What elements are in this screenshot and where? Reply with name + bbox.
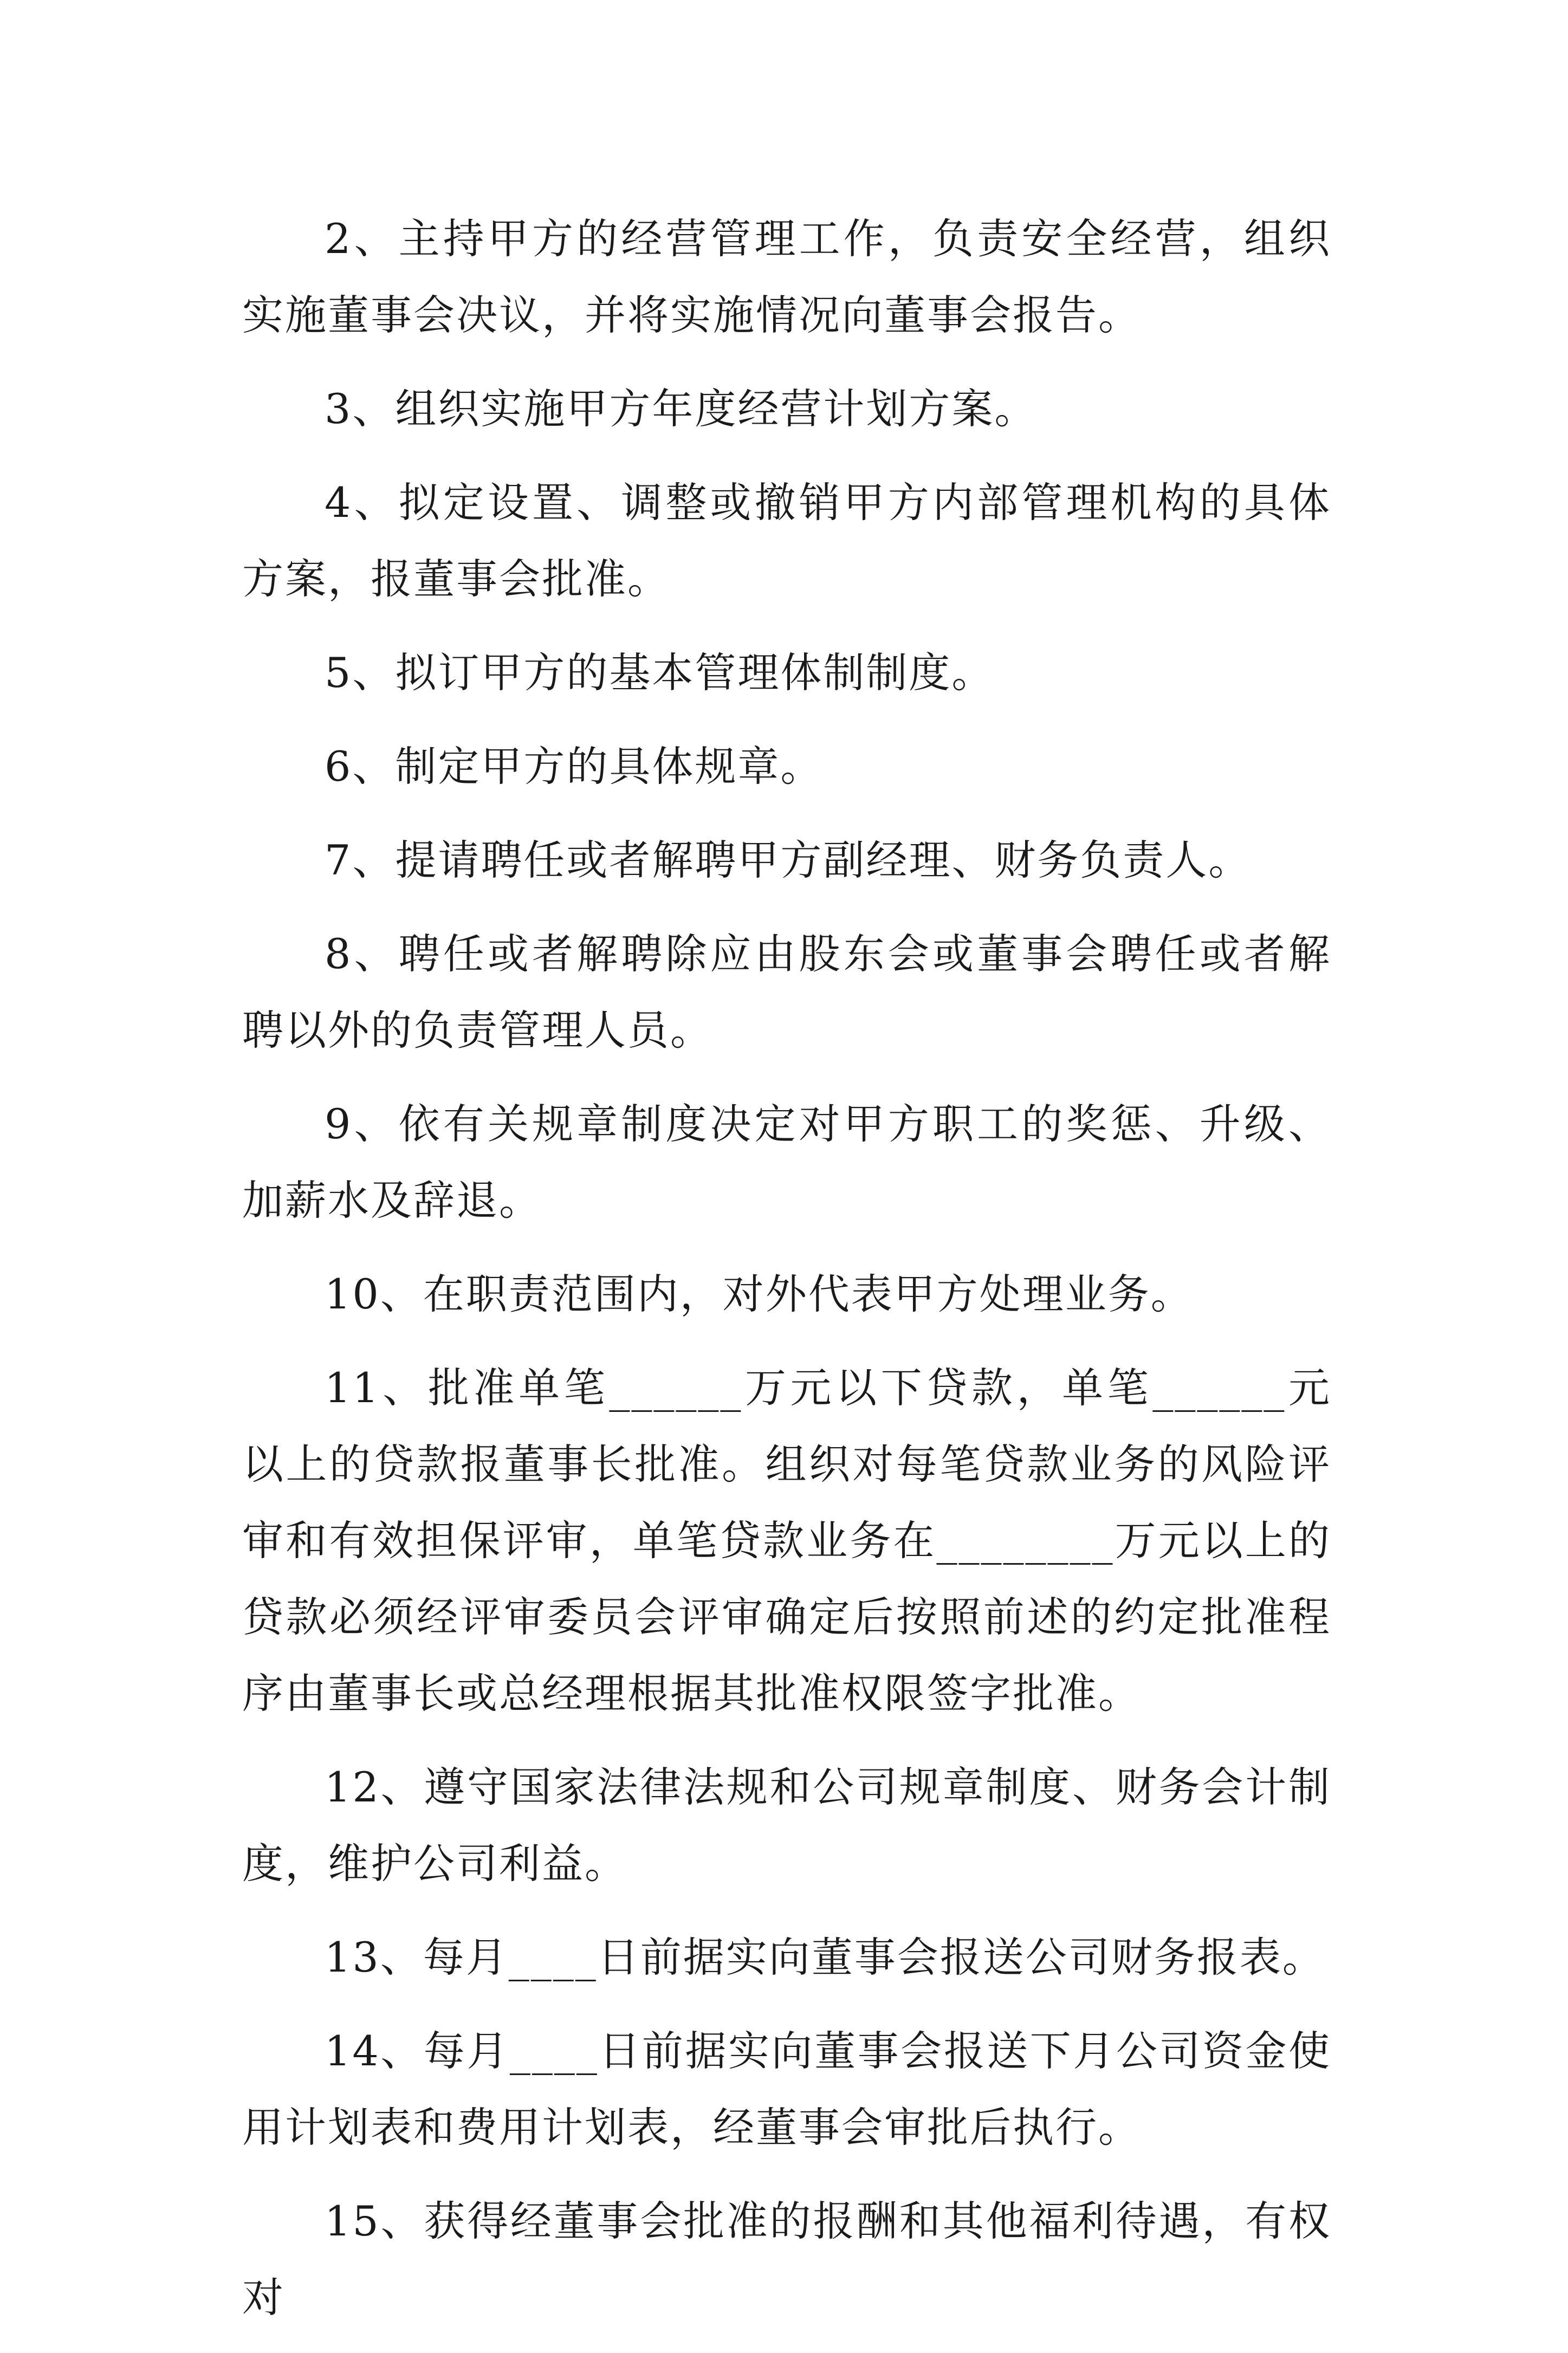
paragraph-item-7: 7、提请聘任或者解聘甲方副经理、财务负责人。 (325, 836, 1252, 884)
paragraph-item-9: 9、依有关规章制度决定对甲方职工的奖惩、升级、加薪水及辞退。 (242, 1100, 1331, 1224)
paragraph-item-4: 4、拟定设置、调整或撤销甲方内部管理机构的具体方案，报董事会批准。 (242, 478, 1331, 603)
paragraph-item-2: 2、主持甲方的经营管理工作，负责安全经营，组织实施董事会决议，并将实施情况向董事会报告。 (242, 215, 1331, 339)
paragraph-item-12: 12、遵守国家法律法规和公司规章制度、财务会计制度，维护公司利益。 (242, 1763, 1331, 1888)
paragraph-item-14: 14、每月____日前据实向董事会报送下月公司资金使用计划表和费用计划表，经董事会审批后执行。 (242, 2027, 1331, 2151)
paragraph-item-6: 6、制定甲方的具体规章。 (325, 742, 824, 790)
paragraph-item-10: 10、在职责范围内，对外代表甲方处理业务。 (325, 1270, 1194, 1318)
paragraph-item-5: 5、拟订甲方的基本管理体制制度。 (325, 649, 995, 697)
paragraph-item-11: 11、批准单笔______万元以下贷款，单笔______元以上的贷款报董事长批准。组织对每笔贷款业务的风险评审和有效担保评审，单笔贷款业务在________万元以上的贷款必须经评审委员会评审确定后按照前述的约定批准程序由董事长或总经理根据其批准权限签字批准。 (242, 1364, 1331, 1717)
paragraph-item-8: 8、聘任或者解聘除应由股东会或董事会聘任或者解聘以外的负责管理人员。 (242, 930, 1331, 1054)
paragraph-item-3: 3、组织实施甲方年度经营计划方案。 (325, 385, 1038, 433)
paragraph-item-13: 13、每月____日前据实向董事会报送公司财务报表。 (325, 1933, 1325, 1981)
document-body (242, 200, 1331, 2353)
paragraph-item-15: 15、获得经董事会批准的报酬和其他福利待遇，有权对 (242, 2197, 1331, 2322)
